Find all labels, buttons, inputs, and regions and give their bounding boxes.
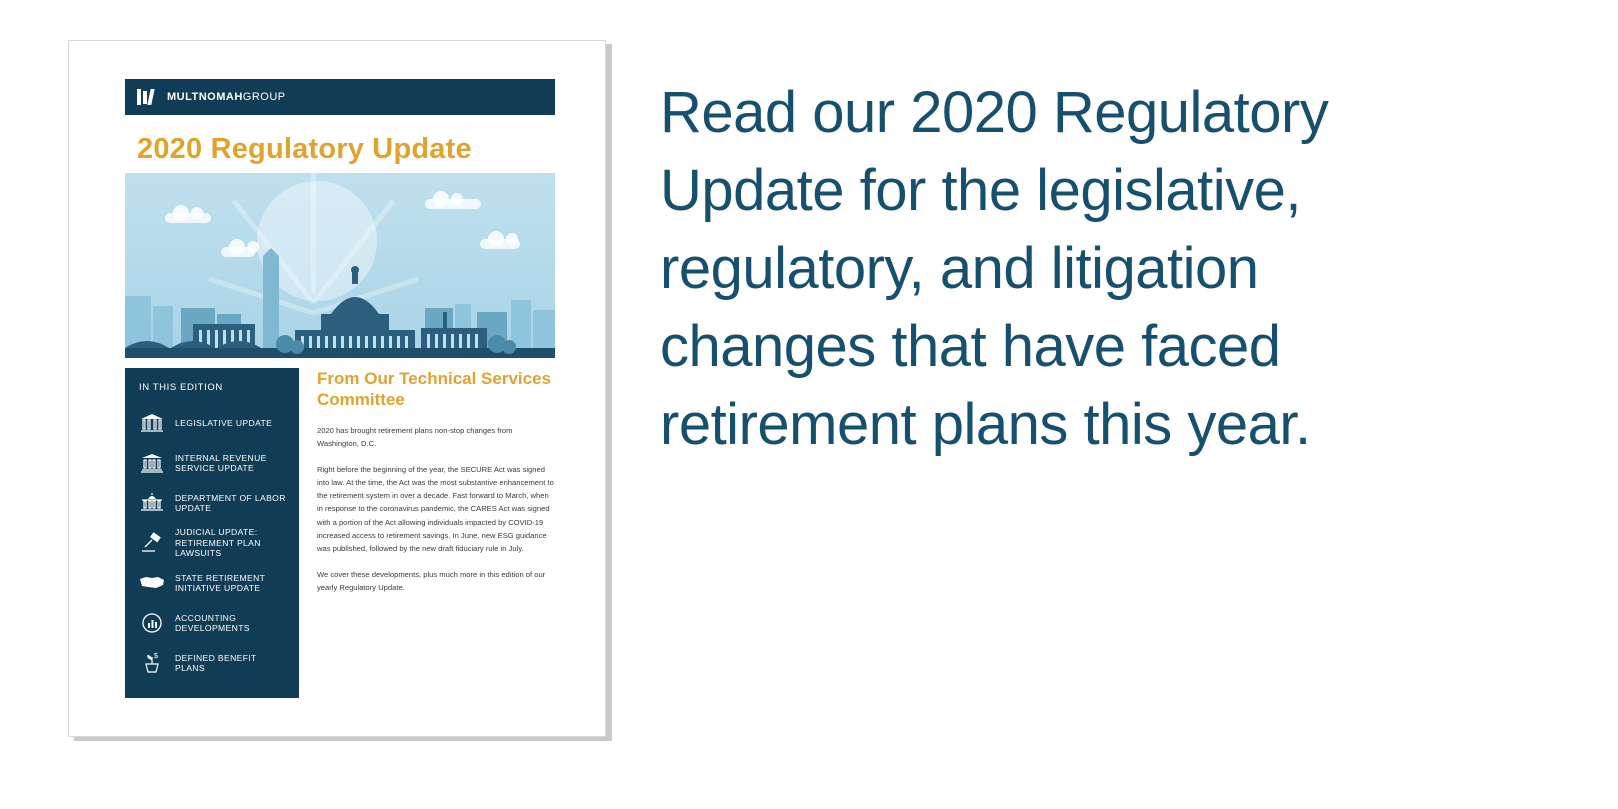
- cloud-shape: [425, 199, 481, 209]
- cover-page: [68, 40, 606, 737]
- washington-dc-skyline-icon: [125, 248, 555, 358]
- toc-item-label: LEGISLATIVE UPDATE: [175, 417, 273, 428]
- toc-item-label: DEPARTMENT OF LABOR UPDATE: [175, 492, 286, 513]
- pie-chart-icon: [137, 610, 167, 636]
- article-title: From Our Technical Services Committee: [317, 369, 551, 409]
- gavel-icon: [137, 530, 167, 556]
- money-plant-icon: [137, 650, 167, 676]
- brand-name: [167, 91, 286, 103]
- brand-name-light: GROUP: [242, 91, 286, 103]
- cloud-shape: [165, 213, 211, 223]
- document-cover-thumbnail[interactable]: [68, 40, 608, 740]
- headline-text: Read our 2020 Regulatory Update for the legislative, regulatory, and litigation changes that have faced retirement plans this year.: [660, 80, 1329, 457]
- toc-item-label: INTERNAL REVENUE SERVICE UPDATE: [175, 452, 267, 473]
- toc-item-label: ACCOUNTING DEVELOPMENTS: [175, 612, 250, 633]
- in-this-edition-heading: IN THIS EDITION: [139, 382, 223, 393]
- toc-item-label: DEFINED BENEFIT PLANS: [175, 652, 257, 673]
- toc-item-label: STATE RETIREMENT INITIATIVE UPDATE: [175, 572, 266, 593]
- capitol-building-icon: [137, 490, 167, 516]
- toc-item-label: JUDICIAL UPDATE: RETIREMENT PLAN LAWSUITS: [175, 527, 261, 559]
- toc-item-irs-update[interactable]: [137, 443, 289, 483]
- svg-text:$: $: [154, 653, 158, 660]
- toc-item-defined-benefit-plans[interactable]: [137, 643, 289, 683]
- hero-illustration: [125, 173, 555, 358]
- toc-item-legislative-update[interactable]: [137, 403, 289, 443]
- government-building-icon: [137, 450, 167, 476]
- article-paragraph: 2020 has brought retirement plans non-stop changes from Washington, D.C.: [317, 426, 513, 449]
- article-column: [317, 368, 555, 594]
- in-this-edition-panel: [125, 368, 299, 698]
- article-paragraph: We cover these developments, plus much more in this edition of our yearly Regulatory Update.: [317, 569, 546, 592]
- bank-columns-icon: [137, 410, 167, 436]
- article-paragraph: Right before the beginning of the year, the SECURE Act was signed into law. At the time, the Act was the most substantive enhancement to the retirement system in over a decade. Fast forward to March, when in response to the coronavirus pandemic, the CARES Act was signed with a portion of the Act allowing individuals impacted by COVID-19 increased access to retirement savings. In June, new ESG guidance was published, followed by the new draft fiduciary rule in July.: [317, 464, 554, 554]
- toc-item-state-retirement-initiative[interactable]: [137, 563, 289, 603]
- brand-header: [125, 79, 555, 115]
- cover-title: 2020 Regulatory Update: [137, 133, 472, 165]
- usa-map-icon: [137, 570, 167, 596]
- toc-item-accounting-developments[interactable]: [137, 603, 289, 643]
- toc-item-dol-update[interactable]: [137, 483, 289, 523]
- brand-name-bold: MULTNOMAH: [167, 91, 243, 103]
- multnomah-logo-icon: [137, 89, 159, 105]
- toc-item-judicial-update[interactable]: [137, 523, 289, 563]
